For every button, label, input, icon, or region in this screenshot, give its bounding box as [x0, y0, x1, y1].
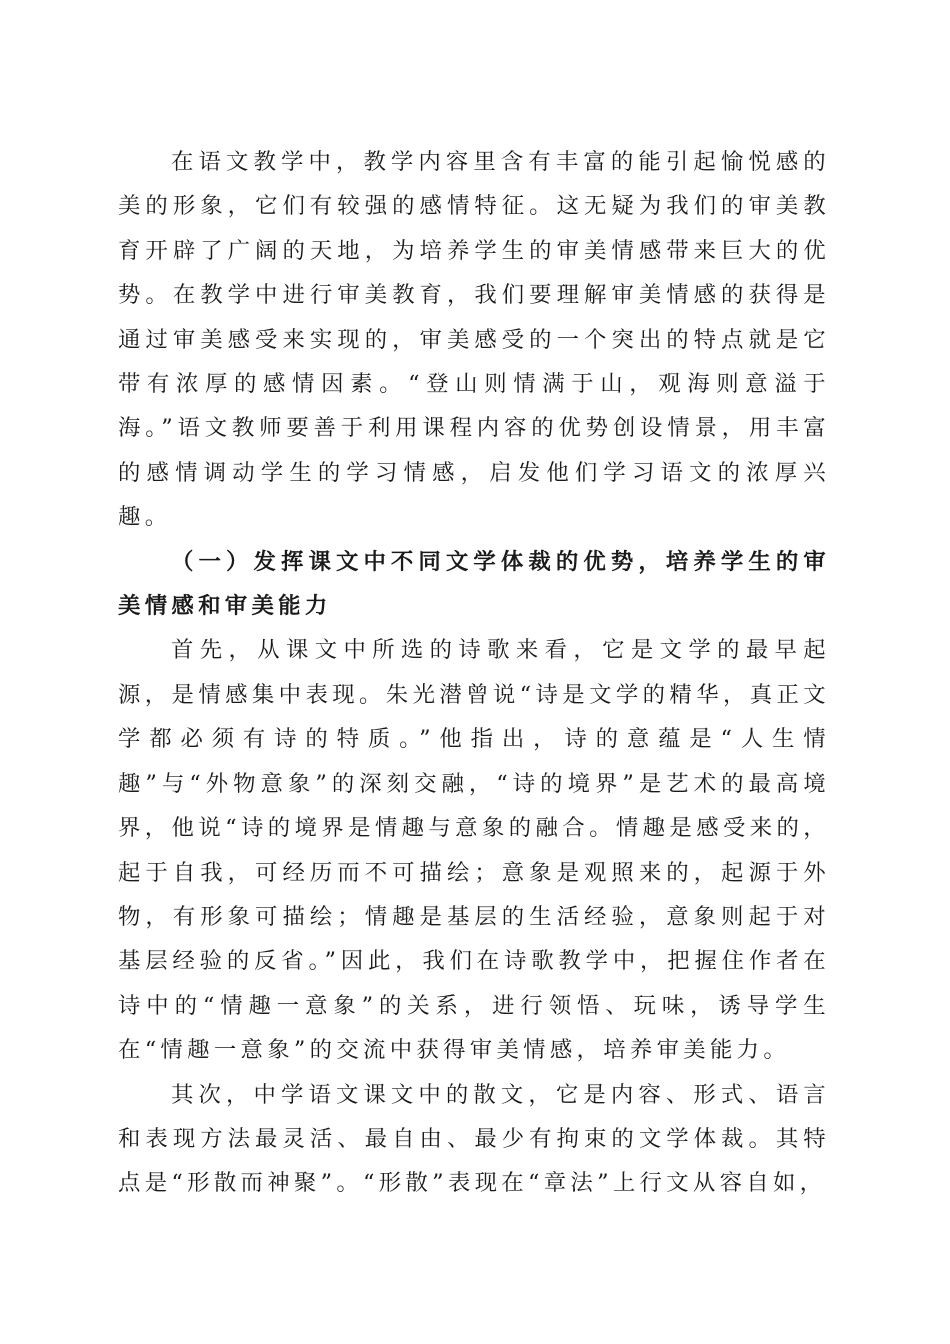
paragraph-prose: 其次，中学语文课文中的散文，它是内容、形式、语言和表现方法最灵活、最自由、最少有拘束的文学体裁。其特点是“形散而神聚”。“形散”表现在“章法”上行文从容自如， [118, 1081, 830, 1197]
paragraph-aesthetic-education-intro: 在语文教学中，教学内容里含有丰富的能引起愉悦感的美的形象，它们有较强的感情特征。这无疑为我们的审美教育开辟了广阔的天地，为培养学生的审美情感带来巨大的优势。在教学中进行审美教育，我们要理解审美情感的获得是通过审美感受来实现的，审美感受的一个突出的特点就是它带有浓厚的感情因素。“登山则情满于山，观海则意溢于海。”语文教师要善于利用课程内容的优势创设情景，用丰富的感情调动学生的学习情感，启发他们学习语文的浓厚兴趣。 [118, 149, 830, 531]
paragraph-poetry: 首先，从课文中所选的诗歌来看，它是文学的最早起源，是情感集中表现。朱光潜曾说“诗是文学的精华，真正文学都必须有诗的特质。”他指出，诗的意蕴是“人生情趣”与“外物意象”的深刻交融，“诗的境界”是艺术的最高境界，他说“诗的境界是情趣与意象的融合。情趣是感受来的，起于自我，可经历而不可描绘；意象是观照来的，起源于外物，有形象可描绘；情趣是基层的生活经验，意象则起于对基层经验的反省。”因此，我们在诗歌教学中，把握住作者在诗中的“情趣一意象”的关系，进行领悟、玩味，诱导学生在“情趣一意象”的交流中获得审美情感，培养审美能力。 [118, 637, 830, 1064]
document-body [118, 140, 830, 1206]
section-heading-1: （一）发挥课文中不同文学体裁的优势，培养学生的审美情感和审美能力 [118, 548, 830, 620]
